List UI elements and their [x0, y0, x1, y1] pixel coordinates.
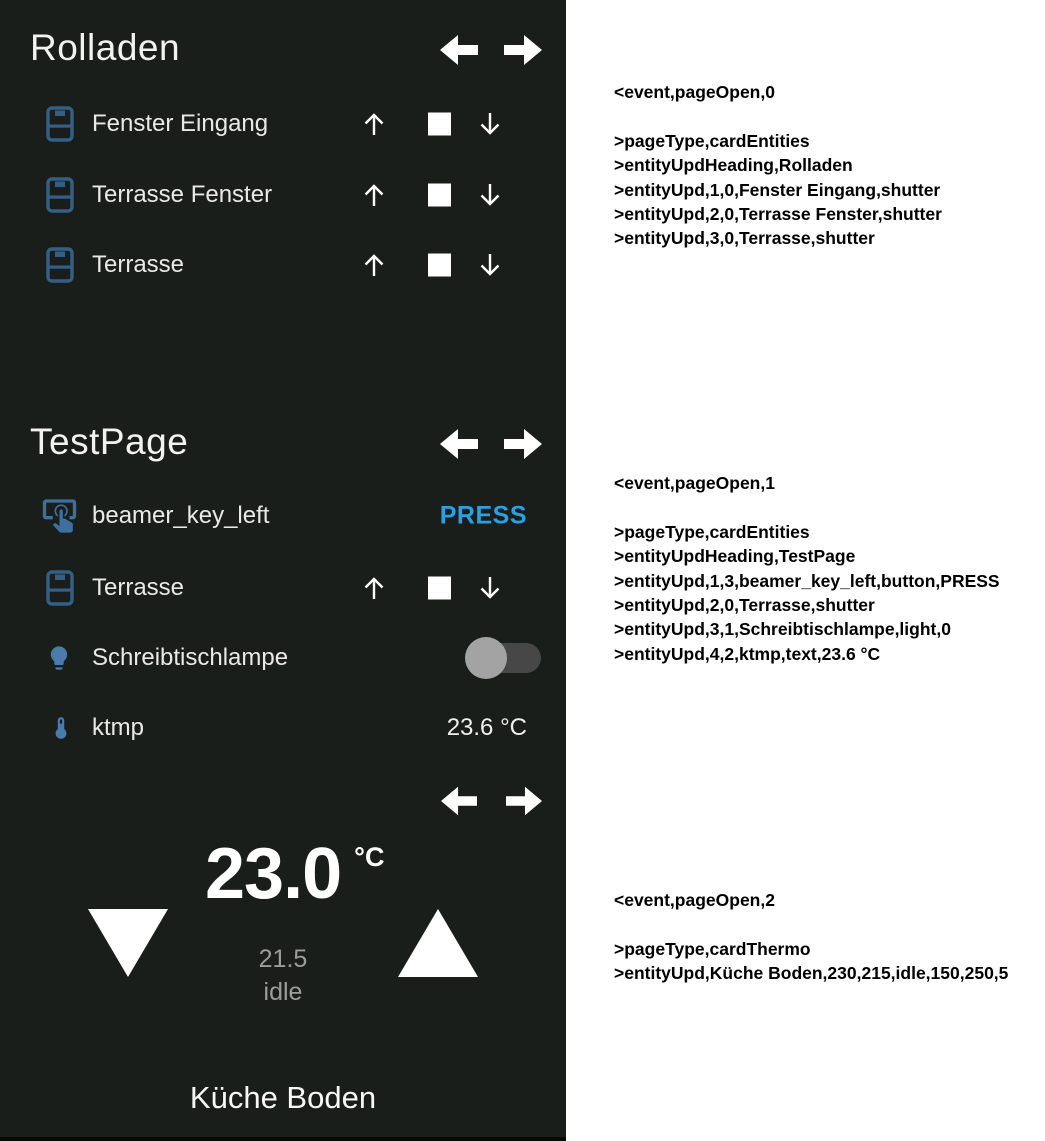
- arrow-right-bold-icon: [504, 429, 542, 459]
- log-line: >entityUpd,3,1,Schreibtischlampe,light,0: [614, 619, 951, 640]
- toggle-knob: [465, 637, 507, 679]
- light-toggle-switch[interactable]: [467, 643, 541, 673]
- entity-label: Schreibtischlampe: [92, 644, 289, 671]
- arrow-left-bold-icon: [441, 786, 477, 816]
- thermometer-icon: [48, 711, 74, 745]
- panel-bottom-edge: [0, 1137, 566, 1141]
- log-block-page0: [614, 80, 942, 251]
- current-temperature: [205, 834, 385, 914]
- shutter-down-button[interactable]: [477, 110, 503, 138]
- entity-row-terrasse: [0, 237, 566, 293]
- entity-label: ktmp: [92, 714, 145, 741]
- log-line: <event,pageOpen,2: [614, 890, 775, 910]
- log-line: >pageType,cardThermo: [614, 938, 811, 959]
- hvac-state: idle: [263, 978, 303, 1006]
- shutter-icon: [46, 106, 74, 142]
- log-block-page1: [614, 471, 1000, 666]
- log-line: >pageType,cardEntities: [614, 521, 810, 542]
- shutter-up-button[interactable]: [361, 574, 387, 602]
- log-line: <event,pageOpen,0: [614, 82, 775, 102]
- shutter-icon: [46, 247, 74, 283]
- arrow-right-bold-icon: [506, 786, 542, 816]
- shutter-down-button[interactable]: [477, 574, 503, 602]
- entity-row-beamer-key-left: [0, 488, 566, 544]
- page-prev-button[interactable]: [440, 429, 478, 459]
- testpage-heading: TestPage: [30, 421, 189, 462]
- shutter-icon: [46, 177, 74, 213]
- log-line: >entityUpd,3,0,Terrasse,shutter: [614, 228, 875, 249]
- setpoint-temperature: 21.5: [258, 945, 308, 973]
- page-prev-button[interactable]: [440, 35, 478, 65]
- entity-row-schreibtischlampe: [0, 630, 566, 686]
- entity-row-terrasse-fenster: [0, 167, 566, 223]
- log-gap: [614, 912, 1008, 936]
- log-block-page2: [614, 888, 1008, 986]
- shutter-stop-button[interactable]: [428, 254, 451, 277]
- shutter-stop-button[interactable]: [428, 184, 451, 207]
- gesture-tap-button-icon: [38, 496, 81, 536]
- shutter-up-button[interactable]: [361, 251, 387, 279]
- entity-row-fenster-eingang: [0, 96, 566, 152]
- shutter-down-button[interactable]: [477, 181, 503, 209]
- log-line: >entityUpdHeading,Rolladen: [614, 155, 853, 176]
- entity-label: beamer_key_left: [92, 502, 270, 529]
- shutter-up-button[interactable]: [361, 110, 387, 138]
- entity-label: Terrasse Fenster: [92, 181, 273, 208]
- shutter-up-button[interactable]: [361, 181, 387, 209]
- thermostat-name: Küche Boden: [189, 1080, 377, 1115]
- entity-label: Terrasse: [92, 574, 185, 601]
- entity-label: Terrasse: [92, 251, 185, 278]
- log-line: >entityUpdHeading,TestPage: [614, 546, 856, 567]
- log-gap: [614, 495, 1000, 519]
- page-next-button[interactable]: [504, 35, 542, 65]
- entity-row-terrasse-shutter: [0, 560, 566, 616]
- arrow-right-bold-icon: [504, 35, 542, 65]
- arrow-left-bold-icon: [440, 429, 478, 459]
- log-line: >entityUpd,1,0,Fenster Eingang,shutter: [614, 179, 941, 200]
- log-line: >entityUpd,1,3,beamer_key_left,button,PRESS: [614, 570, 1000, 591]
- press-button[interactable]: PRESS: [439, 501, 527, 530]
- log-line: >entityUpd,2,0,Terrasse Fenster,shutter: [614, 204, 942, 225]
- shutter-stop-button[interactable]: [428, 577, 451, 600]
- shutter-down-button[interactable]: [477, 251, 503, 279]
- log-line: >entityUpd,2,0,Terrasse,shutter: [614, 595, 875, 616]
- page-next-button[interactable]: [506, 786, 542, 816]
- current-temperature-value: 23.0: [205, 834, 342, 914]
- log-line: <event,pageOpen,1: [614, 473, 775, 493]
- lightbulb-icon: [45, 642, 73, 675]
- entity-row-ktmp: [0, 700, 566, 756]
- log-line: >entityUpd,4,2,ktmp,text,23.6 °C: [614, 643, 881, 664]
- entity-label: Fenster Eingang: [92, 110, 269, 137]
- temperature-unit: °C: [354, 842, 385, 872]
- arrow-left-bold-icon: [440, 35, 478, 65]
- page-prev-button[interactable]: [441, 786, 477, 816]
- log-line: >pageType,cardEntities: [614, 130, 810, 151]
- rolladen-heading: Rolladen: [30, 27, 181, 68]
- page-next-button[interactable]: [504, 429, 542, 459]
- log-gap: [614, 104, 942, 128]
- log-line: >entityUpd,Küche Boden,230,215,idle,150,250,5: [614, 963, 1009, 984]
- shutter-stop-button[interactable]: [428, 113, 451, 136]
- shutter-icon: [46, 570, 74, 606]
- sensor-value: 23.6 °C: [446, 714, 527, 741]
